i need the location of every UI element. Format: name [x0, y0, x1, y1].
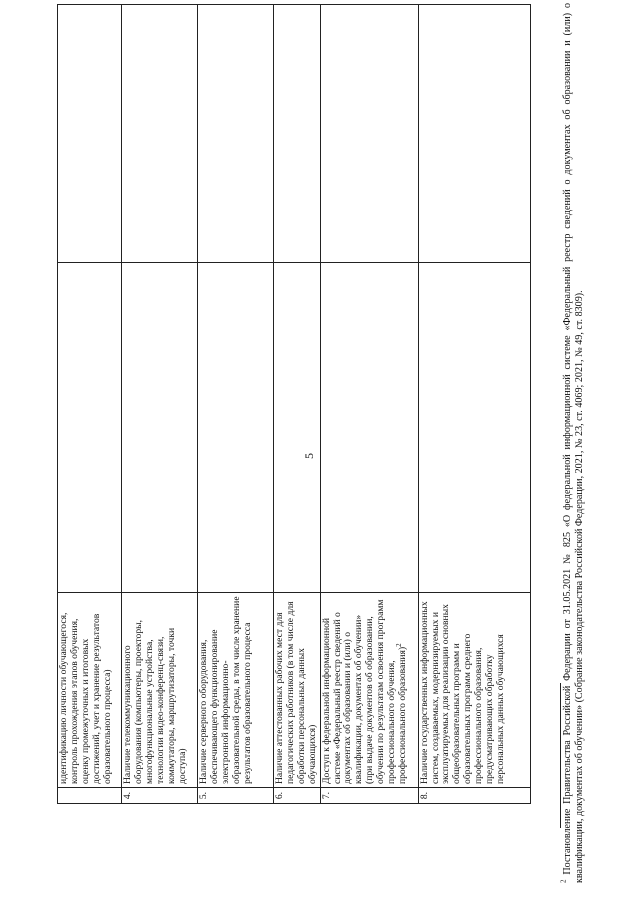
empty-cell [320, 263, 418, 593]
row-number [58, 788, 122, 804]
empty-cell [58, 263, 122, 593]
empty-cell [198, 263, 274, 593]
footnote-separator [560, 683, 561, 828]
empty-cell [122, 263, 198, 593]
table-row [274, 5, 321, 804]
table-row [198, 5, 274, 804]
empty-cell [274, 5, 321, 263]
row-number: 8. [418, 788, 530, 804]
empty-cell [418, 263, 530, 593]
requirement-text: Наличие телекоммуникационного оборудования (компьютеры, проекторы, многофункциональные устройства, технологии видео-конференц-связи, коммутаторы, маршрутизаторы, точки доступа) [122, 593, 198, 788]
empty-cell [320, 5, 418, 263]
requirements-table [57, 4, 531, 804]
footnote [559, 2, 587, 883]
table-row [58, 5, 122, 804]
row-number: 7. [320, 788, 418, 804]
footnote-text: Постановление Правительства Российской Федерации от 31.05.2021 № 825 «О федеральной информационной системе «Федеральный реестр сведений о документах об образовании и (или) о квалификации, документах об обучении» (Собрание законодательства Российской Федерации, 2021, № 23, ст. 4069; 2021, № 49, ст. 8309). [562, 2, 586, 883]
empty-cell [58, 5, 122, 263]
footnote-mark: 2 [394, 643, 403, 647]
table-row [418, 5, 530, 804]
requirement-text: Наличие аттестованных рабочих мест для педагогических работников (в том числе для обработки персональных данных обучающихся) [274, 593, 321, 788]
empty-cell [198, 5, 274, 263]
row-number: 4. [122, 788, 198, 804]
footnote-mark: 2 [559, 879, 568, 883]
page-number: 5 [302, 453, 316, 459]
table-row [122, 5, 198, 804]
row-number: 5. [198, 788, 274, 804]
empty-cell [274, 263, 321, 593]
row-number: 6. [274, 788, 321, 804]
empty-cell [122, 5, 198, 263]
requirement-text: Наличие государственных информационных систем, создаваемых, модернизируемых и эксплуатируемых для реализации основных общеобразовательных программ и образовательных программ среднего профессионального образования, предусматривающих обработку персональных данных обучающихся [418, 593, 530, 788]
table-row [320, 5, 418, 804]
empty-cell [418, 5, 530, 263]
requirement-text: Доступ к федеральной информационной системе «Федеральный реестр сведений о документах об образовании и (или) о квалификации, документах об обучении» (при выдаче документов об образовании, обучении по результатам освоения программ профессионального обучения, профессионального образования)$^2$ [320, 593, 418, 788]
requirement-text: Наличие серверного оборудования, обеспечивающего функционирование электронной информационно-образовательной среды, в том числе хранение результатов образовательного процесса [198, 593, 274, 788]
requirement-text: идентификацию личности обучающегося, контроль прохождения этапов обучения, оценку промежуточных и итоговых достижений, учет и хранение результатов образовательного процесса) [58, 593, 122, 788]
